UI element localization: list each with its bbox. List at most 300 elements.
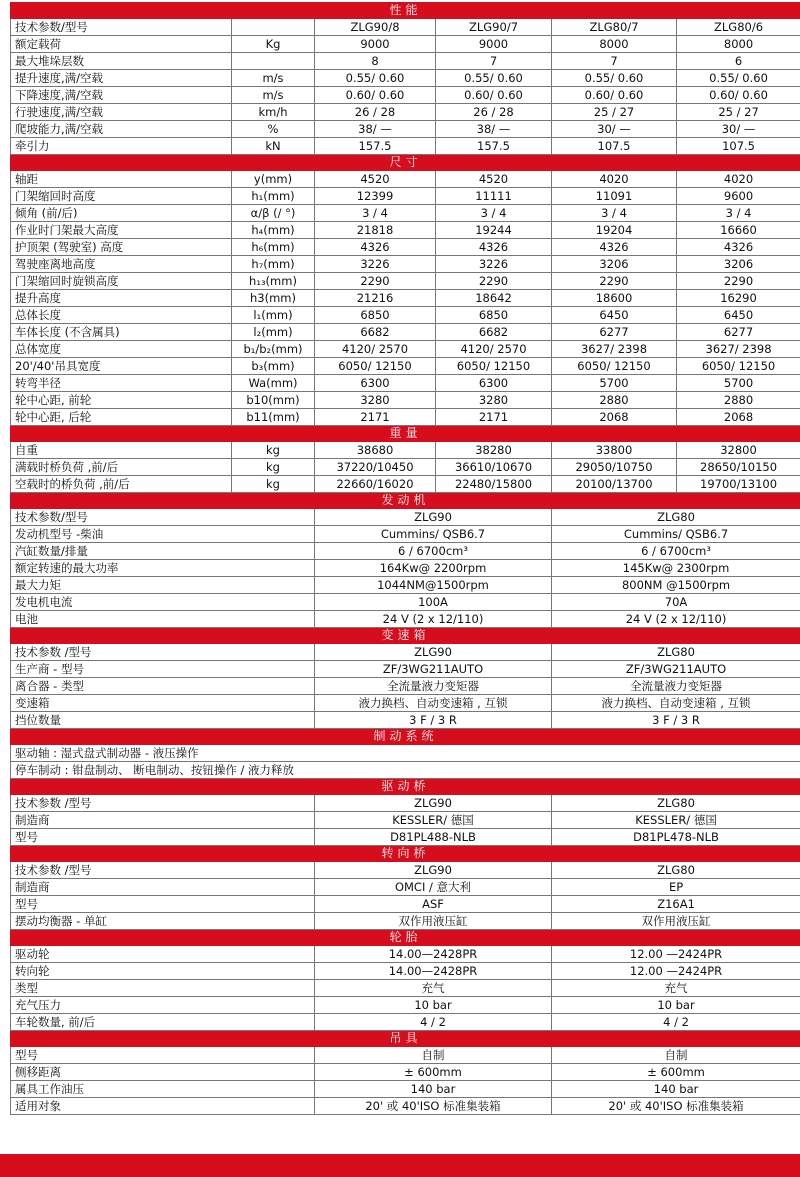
- spec-value: 4020: [552, 171, 677, 188]
- spec-value: 18642: [436, 290, 552, 307]
- spec-label: 车轮数量, 前/后: [11, 1014, 315, 1031]
- spec-label: 转弯半径: [11, 375, 232, 392]
- section-title: 轮胎: [11, 930, 800, 946]
- spec-label: 摆动均衡器 - 单缸: [11, 913, 315, 930]
- spec-value: 6050/ 12150: [677, 358, 800, 375]
- spec-value: 16660: [677, 222, 800, 239]
- spec-value: ZLG80: [552, 862, 800, 879]
- spec-label: 牵引力: [11, 138, 232, 155]
- spec-value: D81PL478-NLB: [552, 829, 800, 846]
- spec-row: [11, 862, 800, 879]
- spec-row: [11, 829, 800, 846]
- spec-label: 下降速度,满/空载: [11, 87, 232, 104]
- spec-row: [11, 678, 800, 695]
- spec-value: 0.60/ 0.60: [552, 87, 677, 104]
- spec-row: [11, 375, 800, 392]
- spec-value: 11111: [436, 188, 552, 205]
- spec-row: [11, 896, 800, 913]
- section-header: [11, 779, 800, 795]
- spec-value: 0.55/ 0.60: [552, 70, 677, 87]
- spec-label: 离合器 - 类型: [11, 678, 315, 695]
- spec-value: 5700: [677, 375, 800, 392]
- spec-label: 技术参数/型号: [11, 19, 232, 36]
- spec-label: 提升速度,满/空载: [11, 70, 232, 87]
- spec-value: 7: [552, 53, 677, 70]
- spec-value: OMCI / 意大利: [315, 879, 552, 896]
- spec-value: 液力换档、自动变速箱 , 互锁: [552, 695, 800, 712]
- spec-row: [11, 1064, 800, 1081]
- spec-row: [11, 205, 800, 222]
- spec-value: 4120/ 2570: [315, 341, 436, 358]
- spec-sheet: [10, 2, 800, 1115]
- spec-row: [11, 307, 800, 324]
- spec-value: Cummins/ QSB6.7: [552, 526, 800, 543]
- spec-row: [11, 87, 800, 104]
- spec-table: [10, 2, 800, 1115]
- spec-value: 19244: [436, 222, 552, 239]
- section-title: 制动系统: [11, 729, 800, 745]
- spec-value: 38/ —: [315, 121, 436, 138]
- spec-unit: α/β (/ °): [232, 205, 315, 222]
- spec-row: [11, 171, 800, 188]
- spec-value: 18600: [552, 290, 677, 307]
- section-header: [11, 846, 800, 862]
- section-header: [11, 628, 800, 644]
- spec-value: D81PL488-NLB: [315, 829, 552, 846]
- spec-value: 1044NM@1500rpm: [315, 577, 552, 594]
- spec-label: 充气压力: [11, 997, 315, 1014]
- spec-label: 总体宽度: [11, 341, 232, 358]
- spec-value: 30/ —: [677, 121, 800, 138]
- spec-row: [11, 121, 800, 138]
- spec-value: 22480/15800: [436, 476, 552, 493]
- spec-label: 适用对象: [11, 1098, 315, 1115]
- spec-row: [11, 138, 800, 155]
- spec-value: 11091: [552, 188, 677, 205]
- spec-value: 36610/10670: [436, 459, 552, 476]
- spec-value: 14.00—2428PR: [315, 946, 552, 963]
- spec-value: 2290: [436, 273, 552, 290]
- spec-row: [11, 459, 800, 476]
- spec-value: 3226: [315, 256, 436, 273]
- spec-label: 制造商: [11, 812, 315, 829]
- spec-value: 37220/10450: [315, 459, 436, 476]
- spec-value: 6 / 6700cm³: [552, 543, 800, 560]
- spec-value: 2880: [552, 392, 677, 409]
- spec-value: 4020: [677, 171, 800, 188]
- spec-label: 自重: [11, 442, 232, 459]
- spec-value: Z16A1: [552, 896, 800, 913]
- spec-row: [11, 795, 800, 812]
- spec-row: [11, 19, 800, 36]
- spec-label: 型号: [11, 829, 315, 846]
- section-header: [11, 426, 800, 442]
- spec-row: [11, 745, 800, 762]
- spec-row: [11, 104, 800, 121]
- spec-value: 6277: [677, 324, 800, 341]
- spec-label: 驱动轮: [11, 946, 315, 963]
- spec-unit: b11(mm): [232, 409, 315, 426]
- spec-label: 型号: [11, 1047, 315, 1064]
- spec-value: 22660/16020: [315, 476, 436, 493]
- spec-note: 停车制动 : 钳盘制动、 断电制动、按钮操作 / 液力释放: [11, 762, 800, 779]
- spec-unit: y(mm): [232, 171, 315, 188]
- spec-value: 12.00 —2424PR: [552, 963, 800, 980]
- spec-value: ZLG90: [315, 509, 552, 526]
- spec-value: 9600: [677, 188, 800, 205]
- spec-label: 属具工作油压: [11, 1081, 315, 1098]
- spec-row: [11, 290, 800, 307]
- spec-value: 充气: [552, 980, 800, 997]
- spec-unit: kg: [232, 459, 315, 476]
- spec-value: ZF/3WG211AUTO: [552, 661, 800, 678]
- spec-value: 7: [436, 53, 552, 70]
- spec-row: [11, 1047, 800, 1064]
- spec-row: [11, 256, 800, 273]
- spec-label: 生产商 - 型号: [11, 661, 315, 678]
- spec-label: 门架缩回时旋锁高度: [11, 273, 232, 290]
- spec-unit: Wa(mm): [232, 375, 315, 392]
- spec-value: 26 / 28: [315, 104, 436, 121]
- spec-value: 6682: [315, 324, 436, 341]
- spec-row: [11, 1014, 800, 1031]
- spec-value: 6050/ 12150: [552, 358, 677, 375]
- spec-value: 3 / 4: [315, 205, 436, 222]
- spec-row: [11, 712, 800, 729]
- spec-value: 3280: [315, 392, 436, 409]
- spec-row: [11, 188, 800, 205]
- spec-row: [11, 239, 800, 256]
- section-title: 重量: [11, 426, 800, 442]
- spec-label: 护顶架 (驾驶室) 高度: [11, 239, 232, 256]
- spec-value: 5700: [552, 375, 677, 392]
- spec-row: [11, 358, 800, 375]
- spec-value: 4120/ 2570: [436, 341, 552, 358]
- spec-unit: %: [232, 121, 315, 138]
- spec-value: 0.60/ 0.60: [677, 87, 800, 104]
- spec-value: 液力换档、自动变速箱 , 互锁: [315, 695, 552, 712]
- spec-value: 2171: [436, 409, 552, 426]
- spec-unit: h₆(mm): [232, 239, 315, 256]
- spec-value: 800NM @1500rpm: [552, 577, 800, 594]
- spec-label: 轴距: [11, 171, 232, 188]
- spec-row: [11, 946, 800, 963]
- spec-unit: h₇(mm): [232, 256, 315, 273]
- spec-value: 3206: [677, 256, 800, 273]
- spec-value: 33800: [552, 442, 677, 459]
- section-header: [11, 155, 800, 171]
- spec-row: [11, 1081, 800, 1098]
- spec-label: 发动机型号 -柴油: [11, 526, 315, 543]
- spec-value: ZLG80: [552, 509, 800, 526]
- spec-value: 100A: [315, 594, 552, 611]
- spec-value: KESSLER/ 德国: [315, 812, 552, 829]
- spec-value: ZF/3WG211AUTO: [315, 661, 552, 678]
- spec-row: [11, 392, 800, 409]
- spec-row: [11, 409, 800, 426]
- spec-label: 轮中心距, 前轮: [11, 392, 232, 409]
- spec-unit: m/s: [232, 70, 315, 87]
- spec-value: 3 F / 3 R: [552, 712, 800, 729]
- spec-row: [11, 577, 800, 594]
- spec-value: ZLG80/7: [552, 19, 677, 36]
- spec-value: 107.5: [677, 138, 800, 155]
- spec-value: ZLG80: [552, 644, 800, 661]
- spec-value: 0.55/ 0.60: [436, 70, 552, 87]
- spec-value: 25 / 27: [677, 104, 800, 121]
- spec-value: 2068: [677, 409, 800, 426]
- spec-value: 4520: [436, 171, 552, 188]
- spec-value: 10 bar: [552, 997, 800, 1014]
- spec-value: ZLG90: [315, 644, 552, 661]
- section-title: 发动机: [11, 493, 800, 509]
- spec-value: 164Kw@ 2200rpm: [315, 560, 552, 577]
- spec-unit: [232, 53, 315, 70]
- spec-value: 38/ —: [436, 121, 552, 138]
- spec-value: 4326: [436, 239, 552, 256]
- spec-unit: h₄(mm): [232, 222, 315, 239]
- spec-unit: m/s: [232, 87, 315, 104]
- spec-row: [11, 812, 800, 829]
- spec-value: 3627/ 2398: [677, 341, 800, 358]
- spec-label: 汽缸数量/排量: [11, 543, 315, 560]
- spec-row: [11, 53, 800, 70]
- spec-value: 6050/ 12150: [436, 358, 552, 375]
- spec-value: 自制: [552, 1047, 800, 1064]
- spec-unit: l₁(mm): [232, 307, 315, 324]
- spec-value: 9000: [315, 36, 436, 53]
- spec-value: 6 / 6700cm³: [315, 543, 552, 560]
- spec-unit: h3(mm): [232, 290, 315, 307]
- spec-value: 6850: [315, 307, 436, 324]
- spec-row: [11, 341, 800, 358]
- section-title: 变速箱: [11, 628, 800, 644]
- section-title: 驱动桥: [11, 779, 800, 795]
- spec-value: 4520: [315, 171, 436, 188]
- spec-value: 145Kw@ 2300rpm: [552, 560, 800, 577]
- spec-label: 作业时门架最大高度: [11, 222, 232, 239]
- spec-value: 9000: [436, 36, 552, 53]
- spec-unit: h₁₃(mm): [232, 273, 315, 290]
- spec-label: 型号: [11, 896, 315, 913]
- section-title: 性能: [11, 3, 800, 19]
- section-header: [11, 3, 800, 19]
- spec-label: 技术参数 /型号: [11, 644, 315, 661]
- spec-value: 6277: [552, 324, 677, 341]
- spec-value: 19204: [552, 222, 677, 239]
- spec-row: [11, 560, 800, 577]
- spec-value: EP: [552, 879, 800, 896]
- spec-value: 自制: [315, 1047, 552, 1064]
- section-title: 吊具: [11, 1031, 800, 1047]
- spec-value: 6450: [677, 307, 800, 324]
- spec-label: 额定转速的最大功率: [11, 560, 315, 577]
- spec-value: 4 / 2: [552, 1014, 800, 1031]
- spec-row: [11, 594, 800, 611]
- spec-value: 3627/ 2398: [552, 341, 677, 358]
- spec-value: 8: [315, 53, 436, 70]
- spec-value: 38680: [315, 442, 436, 459]
- spec-value: 32800: [677, 442, 800, 459]
- spec-value: ZLG90: [315, 795, 552, 812]
- spec-value: 140 bar: [552, 1081, 800, 1098]
- spec-value: 2068: [552, 409, 677, 426]
- spec-value: 2290: [552, 273, 677, 290]
- spec-value: 8000: [677, 36, 800, 53]
- spec-value: ZLG90/7: [436, 19, 552, 36]
- spec-value: 0.55/ 0.60: [315, 70, 436, 87]
- footer-bar: [0, 1154, 800, 1177]
- spec-value: 14.00—2428PR: [315, 963, 552, 980]
- spec-row: [11, 543, 800, 560]
- spec-row: [11, 1098, 800, 1115]
- spec-unit: b10(mm): [232, 392, 315, 409]
- spec-label: 挡位数量: [11, 712, 315, 729]
- spec-value: 20100/13700: [552, 476, 677, 493]
- spec-row: [11, 526, 800, 543]
- spec-label: 发电机电流: [11, 594, 315, 611]
- spec-value: ± 600mm: [552, 1064, 800, 1081]
- spec-row: [11, 963, 800, 980]
- spec-value: 6850: [436, 307, 552, 324]
- spec-value: 26 / 28: [436, 104, 552, 121]
- spec-value: 3 F / 3 R: [315, 712, 552, 729]
- spec-value: ZLG90/8: [315, 19, 436, 36]
- spec-value: 4326: [552, 239, 677, 256]
- spec-unit: kg: [232, 442, 315, 459]
- spec-value: ZLG90: [315, 862, 552, 879]
- spec-row: [11, 324, 800, 341]
- spec-label: 技术参数/型号: [11, 509, 315, 526]
- spec-unit: km/h: [232, 104, 315, 121]
- spec-label: 20'/40'吊具宽度: [11, 358, 232, 375]
- spec-row: [11, 661, 800, 678]
- spec-unit: kg: [232, 476, 315, 493]
- spec-value: 10 bar: [315, 997, 552, 1014]
- section-header: [11, 493, 800, 509]
- spec-value: 16290: [677, 290, 800, 307]
- spec-value: Cummins/ QSB6.7: [315, 526, 552, 543]
- spec-value: 157.5: [315, 138, 436, 155]
- spec-value: 双作用液压缸: [315, 913, 552, 930]
- spec-value: 24 V (2 x 12/110): [552, 611, 800, 628]
- spec-row: [11, 879, 800, 896]
- spec-label: 轮中心距, 后轮: [11, 409, 232, 426]
- spec-row: [11, 762, 800, 779]
- spec-value: 140 bar: [315, 1081, 552, 1098]
- spec-value: 4 / 2: [315, 1014, 552, 1031]
- spec-label: 额定载荷: [11, 36, 232, 53]
- spec-label: 倾角 (前/后): [11, 205, 232, 222]
- spec-label: 门架缩回时高度: [11, 188, 232, 205]
- spec-label: 变速箱: [11, 695, 315, 712]
- spec-value: 3226: [436, 256, 552, 273]
- spec-note: 驱动轴 : 湿式盘式制动器 - 液压操作: [11, 745, 800, 762]
- spec-value: 3 / 4: [436, 205, 552, 222]
- spec-value: 6450: [552, 307, 677, 324]
- spec-value: 28650/10150: [677, 459, 800, 476]
- spec-label: 爬坡能力,满/空载: [11, 121, 232, 138]
- section-title: 尺寸: [11, 155, 800, 171]
- spec-row: [11, 36, 800, 53]
- spec-row: [11, 509, 800, 526]
- spec-value: 19700/13100: [677, 476, 800, 493]
- spec-value: 12.00 —2424PR: [552, 946, 800, 963]
- spec-value: 107.5: [552, 138, 677, 155]
- spec-unit: b₃(mm): [232, 358, 315, 375]
- spec-value: 29050/10750: [552, 459, 677, 476]
- spec-value: 2290: [677, 273, 800, 290]
- spec-label: 技术参数 /型号: [11, 862, 315, 879]
- spec-value: 20' 或 40'ISO 标准集装箱: [552, 1098, 800, 1115]
- spec-value: 6: [677, 53, 800, 70]
- spec-label: 类型: [11, 980, 315, 997]
- spec-label: 最大堆垛层数: [11, 53, 232, 70]
- spec-value: ASF: [315, 896, 552, 913]
- spec-value: 6300: [315, 375, 436, 392]
- spec-row: [11, 695, 800, 712]
- spec-value: 24 V (2 x 12/110): [315, 611, 552, 628]
- spec-row: [11, 70, 800, 87]
- section-header: [11, 930, 800, 946]
- spec-value: 21818: [315, 222, 436, 239]
- spec-label: 制造商: [11, 879, 315, 896]
- spec-label: 总体长度: [11, 307, 232, 324]
- spec-value: 157.5: [436, 138, 552, 155]
- spec-row: [11, 222, 800, 239]
- spec-value: ± 600mm: [315, 1064, 552, 1081]
- spec-value: 2880: [677, 392, 800, 409]
- spec-row: [11, 980, 800, 997]
- spec-value: 70A: [552, 594, 800, 611]
- spec-value: 20' 或 40'ISO 标准集装箱: [315, 1098, 552, 1115]
- spec-value: 38280: [436, 442, 552, 459]
- spec-value: 全流量液力变矩器: [315, 678, 552, 695]
- spec-label: 技术参数 /型号: [11, 795, 315, 812]
- spec-value: 全流量液力变矩器: [552, 678, 800, 695]
- section-header: [11, 729, 800, 745]
- spec-value: 3206: [552, 256, 677, 273]
- spec-unit: kN: [232, 138, 315, 155]
- spec-row: [11, 611, 800, 628]
- spec-value: 6050/ 12150: [315, 358, 436, 375]
- spec-row: [11, 476, 800, 493]
- spec-label: 驾驶座离地高度: [11, 256, 232, 273]
- spec-label: 行驶速度,满/空载: [11, 104, 232, 121]
- spec-row: [11, 644, 800, 661]
- spec-value: 6300: [436, 375, 552, 392]
- spec-value: ZLG80: [552, 795, 800, 812]
- spec-label: 满载时桥负荷 ,前/后: [11, 459, 232, 476]
- spec-value: 0.60/ 0.60: [315, 87, 436, 104]
- spec-value: 充气: [315, 980, 552, 997]
- spec-label: 车体长度 (不含属具): [11, 324, 232, 341]
- spec-unit: [232, 19, 315, 36]
- spec-value: 3 / 4: [552, 205, 677, 222]
- spec-value: 3 / 4: [677, 205, 800, 222]
- spec-value: 3280: [436, 392, 552, 409]
- spec-value: 0.60/ 0.60: [436, 87, 552, 104]
- spec-label: 侧移距离: [11, 1064, 315, 1081]
- section-title: 转向桥: [11, 846, 800, 862]
- spec-value: 8000: [552, 36, 677, 53]
- spec-value: KESSLER/ 德国: [552, 812, 800, 829]
- spec-unit: b₁/b₂(mm): [232, 341, 315, 358]
- spec-value: 30/ —: [552, 121, 677, 138]
- spec-value: 2290: [315, 273, 436, 290]
- spec-unit: l₂(mm): [232, 324, 315, 341]
- spec-value: 6682: [436, 324, 552, 341]
